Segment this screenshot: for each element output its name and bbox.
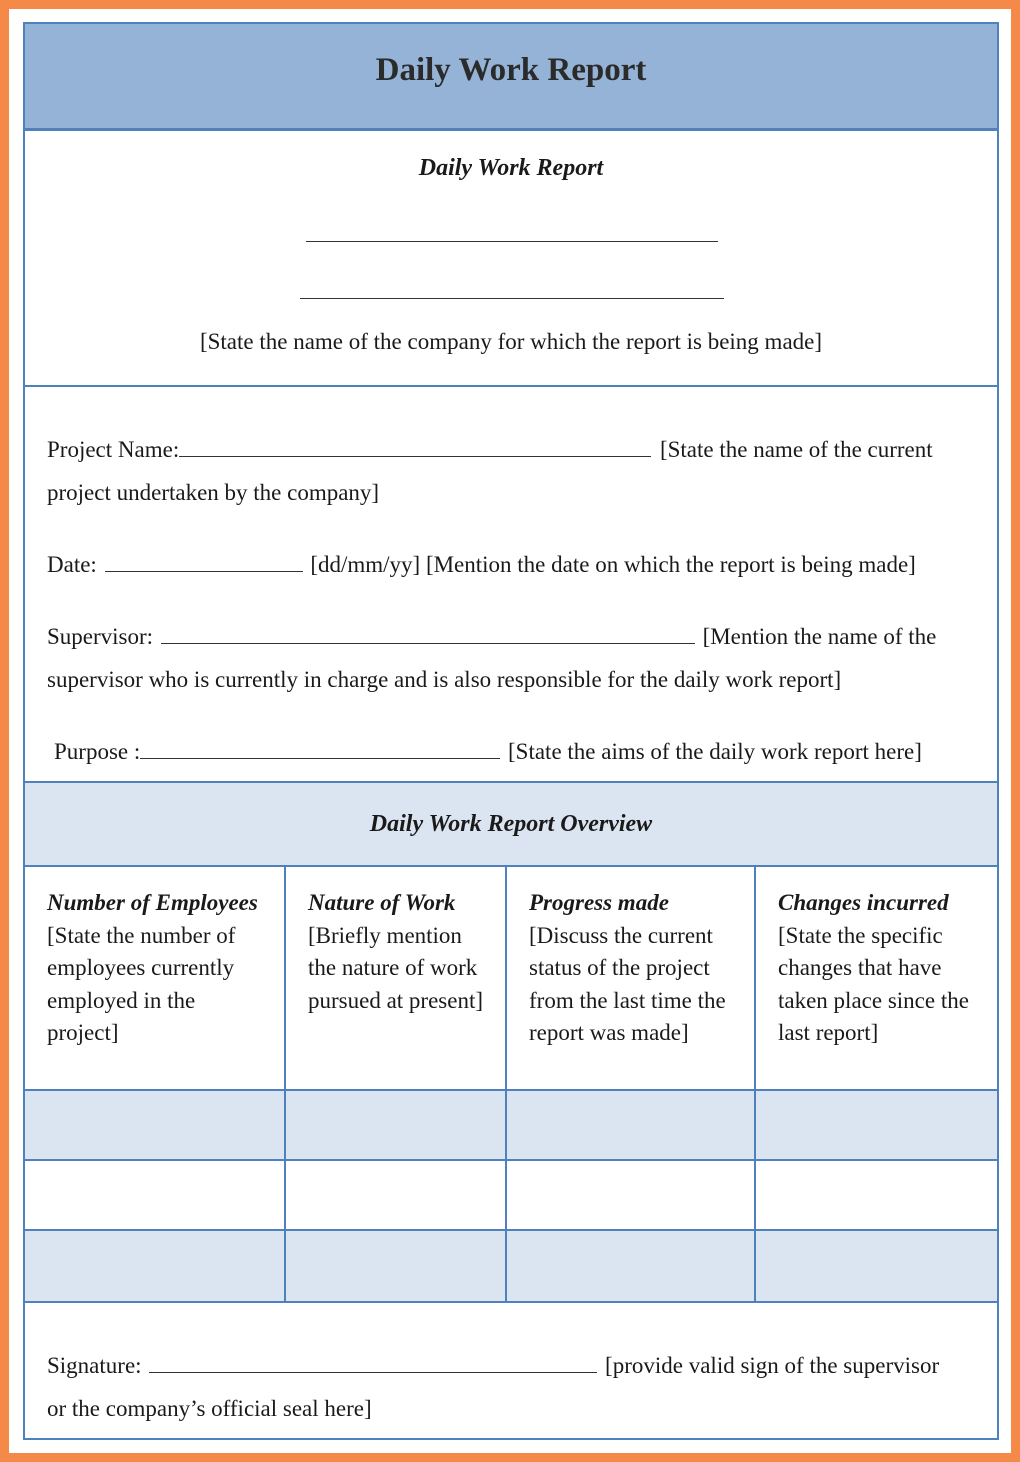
supervisor-note-cont: supervisor who is currently in charge and is also responsible for the daily work report] bbox=[47, 667, 842, 692]
row-divider bbox=[25, 1089, 997, 1091]
report-sheet bbox=[23, 22, 999, 1440]
overview-title: Daily Work Report Overview bbox=[369, 810, 653, 837]
purpose-field[interactable] bbox=[140, 740, 500, 759]
table-header-progress bbox=[507, 867, 754, 1050]
date-row bbox=[47, 552, 916, 578]
signature-label: Signature: bbox=[47, 1353, 142, 1378]
project-name-row bbox=[47, 437, 933, 463]
report-title: Daily Work Report bbox=[375, 51, 647, 88]
row-divider bbox=[25, 1159, 997, 1161]
table-header-changes bbox=[756, 867, 997, 1050]
project-name-note-cont: project undertaken by the company] bbox=[47, 480, 380, 505]
project-name-note: [State the name of the current bbox=[659, 437, 933, 462]
supervisor-row bbox=[47, 624, 936, 650]
row-divider bbox=[25, 1229, 997, 1231]
column-body: [State the number of employees currently employed in the project] bbox=[47, 922, 236, 1046]
column-heading: Number of Employees bbox=[47, 890, 258, 915]
project-name-label: Project Name: bbox=[47, 437, 180, 462]
signature-note: [provide valid sign of the supervisor bbox=[605, 1353, 940, 1378]
column-heading: Changes incurred bbox=[778, 890, 949, 915]
column-heading: Nature of Work bbox=[308, 890, 456, 915]
company-name-line-1[interactable] bbox=[306, 241, 718, 242]
column-body: [State the specific changes that have taken place since the last report] bbox=[778, 922, 969, 1046]
company-name-line-2[interactable] bbox=[300, 298, 724, 299]
column-body: [Discuss the current status of the project from the last time the report was made] bbox=[529, 922, 726, 1046]
report-header bbox=[25, 24, 997, 131]
company-note: [State the name of the company for which the report is being made] bbox=[199, 329, 823, 354]
table-header-nature bbox=[286, 867, 505, 1017]
overview-bar bbox=[25, 783, 997, 867]
company-section bbox=[25, 131, 997, 387]
table-header-employees bbox=[25, 867, 284, 1050]
section-subtitle: Daily Work Report bbox=[418, 155, 604, 181]
column-body: [Briefly mention the nature of work pursued at present] bbox=[308, 922, 483, 1013]
purpose-label: Purpose : bbox=[54, 739, 141, 764]
project-name-field[interactable] bbox=[179, 438, 651, 457]
signature-note-cont: or the company’s official seal here] bbox=[47, 1396, 372, 1421]
purpose-note: [State the aims of the daily work report here] bbox=[508, 739, 922, 764]
table-row-1[interactable] bbox=[25, 1091, 997, 1159]
supervisor-field[interactable] bbox=[161, 625, 695, 644]
supervisor-note: [Mention the name of the bbox=[702, 624, 937, 649]
signature-field[interactable] bbox=[149, 1354, 597, 1373]
signature-row bbox=[47, 1353, 939, 1379]
date-note: [dd/mm/yy] [Mention the date on which the report is being made] bbox=[310, 552, 916, 577]
overview-table bbox=[25, 867, 997, 1303]
supervisor-label: Supervisor: bbox=[47, 624, 154, 649]
purpose-row bbox=[54, 739, 922, 765]
table-row-3[interactable] bbox=[25, 1231, 997, 1301]
project-details-section bbox=[25, 387, 997, 783]
column-heading: Progress made bbox=[529, 890, 669, 915]
date-label: Date: bbox=[47, 552, 97, 577]
date-field[interactable] bbox=[105, 553, 303, 572]
